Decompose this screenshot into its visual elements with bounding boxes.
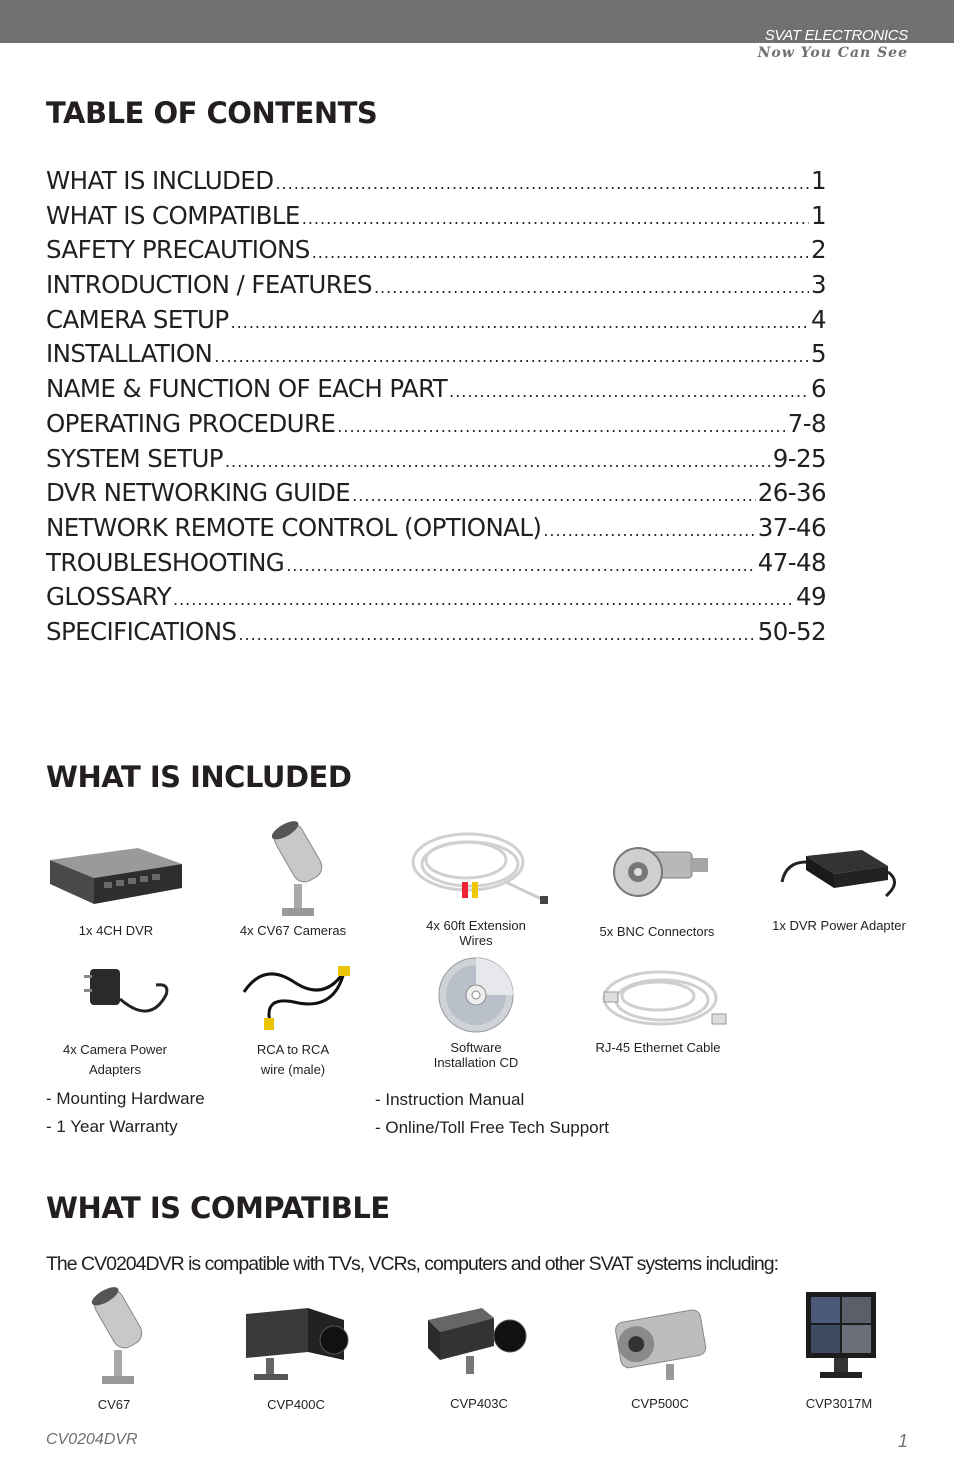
caption-bnc: 5x BNC Connectors bbox=[599, 924, 715, 939]
toc-entry[interactable] bbox=[46, 166, 826, 201]
toc-entry-label: INTRODUCTION / FEATURES bbox=[46, 270, 372, 300]
toc-entry-label: SPECIFICATIONS bbox=[46, 616, 237, 646]
toc-entry-page: 9-25 bbox=[772, 443, 826, 473]
brand-tagline: Now You Can See bbox=[757, 45, 908, 61]
caption-line: 4x Camera Power bbox=[62, 1042, 168, 1057]
toc-leader bbox=[312, 235, 809, 264]
caption-dvr: 1x 4CH DVR bbox=[78, 923, 154, 938]
brand-block bbox=[758, 28, 908, 62]
footer-page-number: 1 bbox=[897, 1431, 908, 1451]
toc-entry-page: 2 bbox=[811, 235, 826, 265]
toc-leader bbox=[173, 582, 794, 611]
model-label: CV67 bbox=[97, 1397, 131, 1412]
included-title: WHAT IS INCLUDED bbox=[46, 760, 352, 794]
toc-entry-label: SAFETY PRECAUTIONS bbox=[46, 235, 310, 265]
toc-entry-page: 1 bbox=[811, 166, 826, 195]
cvp500c-image bbox=[604, 1298, 716, 1384]
toc-entry-label: OPERATING PROCEDURE bbox=[46, 408, 336, 438]
ethernet-cable-image bbox=[596, 958, 732, 1038]
toc-entry[interactable] bbox=[46, 513, 826, 548]
toc-entry[interactable] bbox=[46, 270, 826, 305]
toc-leader bbox=[302, 201, 809, 230]
caption-line: Wires bbox=[459, 933, 493, 948]
cvp400c-image bbox=[236, 1300, 352, 1386]
caption-line: RCA to RCA bbox=[256, 1042, 330, 1057]
caption-line: wire (male) bbox=[260, 1062, 326, 1077]
toc-entry-page: 6 bbox=[811, 374, 826, 404]
model-label: CVP403C bbox=[450, 1396, 508, 1411]
caption-line: Software bbox=[450, 1040, 502, 1055]
caption-cameras: 4x CV67 Cameras bbox=[239, 923, 347, 938]
toc-leader bbox=[225, 444, 771, 473]
toc-entry-page: 47-48 bbox=[757, 547, 826, 577]
cvp403c-image bbox=[420, 1296, 536, 1386]
model-label: CVP3017M bbox=[805, 1396, 873, 1411]
toc-list bbox=[46, 166, 826, 652]
extension-wire-image bbox=[406, 822, 552, 912]
extra-item: - Mounting Hardware bbox=[46, 1089, 205, 1108]
cv67-image bbox=[80, 1280, 160, 1390]
caption-ethernet: RJ-45 Ethernet Cable bbox=[595, 1040, 721, 1055]
caption-cd bbox=[416, 1040, 536, 1070]
dvr-power-adapter-image bbox=[776, 832, 906, 902]
toc-entry[interactable] bbox=[46, 548, 826, 583]
caption-extension-wires bbox=[410, 918, 542, 948]
camera-power-adapter-image bbox=[80, 955, 176, 1029]
toc-entry-page: 50-52 bbox=[757, 616, 826, 646]
dvr-image bbox=[46, 822, 184, 912]
rca-wire-image bbox=[234, 952, 356, 1032]
toc-entry-label: GLOSSARY bbox=[46, 582, 171, 612]
toc-leader bbox=[214, 339, 809, 368]
toc-leader bbox=[238, 617, 755, 646]
toc-entry[interactable] bbox=[46, 617, 826, 652]
toc-entry-label: SYSTEM SETUP bbox=[46, 443, 223, 473]
toc-entry-page: 5 bbox=[811, 339, 826, 369]
toc-leader bbox=[337, 409, 785, 438]
toc-leader bbox=[231, 305, 809, 334]
toc-entry[interactable] bbox=[46, 409, 826, 444]
toc-leader bbox=[543, 513, 755, 542]
toc-entry[interactable] bbox=[46, 339, 826, 374]
extra-item: - Online/Toll Free Tech Support bbox=[375, 1118, 610, 1137]
toc-entry[interactable] bbox=[46, 305, 826, 340]
toc-leader bbox=[286, 548, 756, 577]
toc-entry-page: 49 bbox=[796, 582, 826, 612]
extra-item: - Instruction Manual bbox=[375, 1090, 525, 1109]
caption-line: 4x 60ft Extension bbox=[426, 918, 526, 933]
extra-item: - 1 Year Warranty bbox=[46, 1117, 178, 1136]
toc-entry[interactable] bbox=[46, 478, 826, 513]
toc-leader bbox=[275, 166, 809, 195]
toc-entry-label: NAME & FUNCTION OF EACH PART bbox=[46, 374, 448, 404]
toc-leader bbox=[352, 478, 756, 507]
toc-entry-page: 1 bbox=[811, 200, 826, 230]
toc-entry-page: 26-36 bbox=[757, 478, 826, 508]
toc-entry[interactable] bbox=[46, 201, 826, 236]
caption-rca bbox=[234, 1040, 352, 1080]
model-label: CVP400C bbox=[267, 1397, 325, 1412]
toc-entry-label: TROUBLESHOOTING bbox=[46, 547, 285, 577]
caption-dvr-power: 1x DVR Power Adapter bbox=[772, 918, 906, 933]
footer-model: CV0204DVR bbox=[46, 1431, 138, 1448]
compatible-title: WHAT IS COMPATIBLE bbox=[46, 1191, 390, 1225]
toc-entry-label: WHAT IS COMPATIBLE bbox=[46, 200, 300, 230]
toc-entry-page: 37-46 bbox=[757, 512, 826, 542]
compatible-description: The CV0204DVR is compatible with TVs, VCRs, computers and other SVAT systems including: bbox=[46, 1253, 778, 1275]
toc-entry-page: 3 bbox=[811, 270, 826, 300]
software-cd-image bbox=[436, 955, 516, 1035]
toc-entry-label: CAMERA SETUP bbox=[46, 304, 229, 334]
camera-image bbox=[260, 814, 340, 920]
toc-entry[interactable] bbox=[46, 374, 826, 409]
toc-entry[interactable] bbox=[46, 582, 826, 617]
toc-entry-page: 4 bbox=[811, 304, 826, 334]
toc-entry-label: NETWORK REMOTE CONTROL (OPTIONAL) bbox=[46, 512, 542, 542]
toc-entry[interactable] bbox=[46, 444, 826, 479]
caption-camera-power bbox=[44, 1040, 186, 1080]
caption-line: Adapters bbox=[88, 1062, 142, 1077]
caption-line: Installation CD bbox=[433, 1055, 519, 1070]
cvp3017m-image bbox=[800, 1288, 880, 1388]
model-label: CVP500C bbox=[631, 1396, 689, 1411]
toc-entry-label: INSTALLATION bbox=[46, 339, 213, 369]
brand-name: SVAT ELECTRONICS bbox=[764, 27, 908, 44]
toc-entry-label: DVR NETWORKING GUIDE bbox=[46, 478, 351, 508]
bnc-connector-image bbox=[600, 822, 716, 912]
toc-leader bbox=[449, 374, 809, 403]
toc-entry-page: 7-8 bbox=[787, 408, 826, 438]
toc-title: TABLE OF CONTENTS bbox=[46, 96, 378, 130]
toc-entry[interactable] bbox=[46, 235, 826, 270]
toc-leader bbox=[374, 270, 809, 299]
toc-entry-label: WHAT IS INCLUDED bbox=[46, 166, 274, 195]
